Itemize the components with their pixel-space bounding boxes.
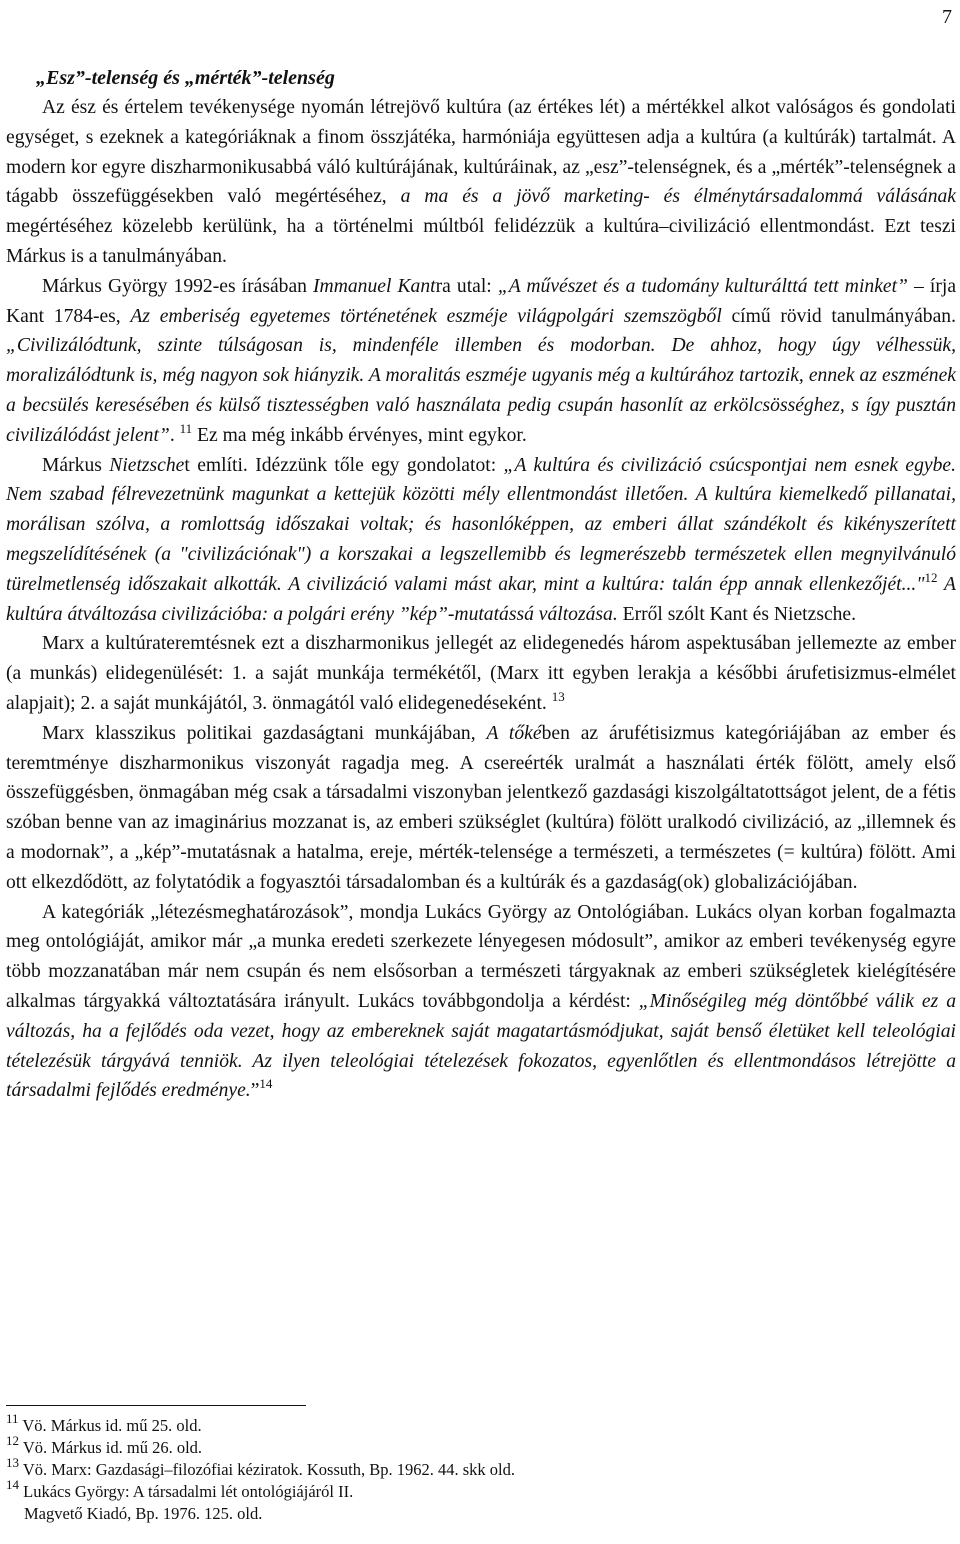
main-text: [6, 63, 956, 1106]
footnote-14: [6, 1477, 706, 1503]
footnote-number: 11: [6, 1411, 19, 1426]
text: Marx a kultúrateremtésnek ezt a diszharmonikus jellegét az elidegenedés három aspektusában jellemezte az ember (a munkás) elidegenülését: 1. a saját munkája termékétől, (Marx itt egyben lerakja a későbbi árufetisizmus-elmélet alapjait); 2. a saját munkájától, 3. önmagától való elidegenedéseként.: [6, 633, 956, 714]
footnote-11: [6, 1411, 706, 1437]
italic-title: Az emberiség egyetemes történetének eszméje világpolgári szemszögből: [130, 305, 722, 327]
footnote-ref-13[interactable]: 13: [551, 688, 565, 704]
text: t említi. Idézzünk tőle egy gondolatot:: [184, 454, 504, 476]
quote-civilization: „Civilizálódtunk, szinte túlságosan is, mindenféle illemben és modorban. De ahhoz, hogy úgy vélhessük, moralizálódtunk is, még nagyon sok hiányzik. A moralitás eszméje ugyanis még a kultúrához tartozik, ennek az eszmének a becsülés keresésében és külső tisztességben való használata pedig csupán hasonlít az erkölcsösséghez, s így pusztán civilizálódást jelent”: [6, 335, 956, 446]
footnote-12: [6, 1433, 706, 1459]
quote-lukacs: „Minőségileg még döntőbbé válik ez a változás, ha a fejlődés oda vezet, hogy az embereknek saját magatartásmódjukat, saját benső életüket kell teleológiai tételezésük tárgyává tenniök. Az ilyen teleológiai tételezések fokozatos, egyenlőtlen és ellentmondásos létrejötte a társadalmi fejlődés eredménye.: [6, 990, 956, 1102]
footnote-number: 14: [6, 1477, 19, 1492]
text: Erről szólt Kant és Nietzsche.: [617, 603, 857, 625]
text: A kategóriák „létezésmeghatározások”, mondja Lukács György az Ontológiában. Lukács olyan korban fogalmazta meg ontológiáját, amikor már „a munka eredeti szerkezete lényegesen módosult”, amikor az emberi tevékenység egyre több mozzanatában már nem csupán és nem elsősorban a természeti tárgyaknak az emberi szükségletek kielégítésére alkalmas tárgyakká változtatására irányult. Lukács továbbgondolja a kérdést:: [6, 901, 956, 1012]
paragraph-5: [6, 719, 956, 898]
italic-text: a ma és a jövő marketing- és élménytársadalommá válásának: [400, 186, 956, 208]
footnote-ref-14[interactable]: 14: [259, 1076, 273, 1092]
section-heading: „Esz”-telenség és „mérték”-telenség: [36, 67, 335, 89]
footnote-text: Lukács György: A társadalmi lét ontológiájáról II.: [23, 1482, 354, 1501]
text: Márkus György 1992-es írásában: [42, 275, 314, 297]
paragraph-2: [6, 272, 956, 451]
text: ben az árufétisizmus kategóriájában az ember és teremtménye diszharmonikus viszonyát ragadja meg. A csereérték uralmát a használati érték fölött, amely első összefüggésben, önmagában még csak a társadalmi viszonyban jelentkező gazdasági kiszolgáltatottságot jelent, de a fétis szóban benne van az imaginárius mozzanat is, az emberi szükséglet (kultúra) fölött uralkodó civilizáció, az „illemnek és a modornak”, a „kép”-mutatásnak a hatalma, ereje, mérték-telensége a természeti, a természetes (= kultúra) fölött. Ami ott elkezdődött, az folytatódik a fogyasztói társadalomban és a kultúrák és a gazdaság(ok) globalizációjában.: [6, 722, 956, 893]
text: Az ész és értelem tevékenysége nyomán létrejövő kultúra (az értékes lét) a mértékkel alkot valóságos és gondolati egységet, s ezeknek a kategóriáknak a finom összjátéka, harmóniája együttesen adja a kultúra (a kultúrák) tartalmát. A modern kor egyre diszharmonikusabbá váló kultúrájának, kultúráinak, az „esz”-telenségnek, és a „mérték”-telenségnek a tágabb összefüggésekben való megértéséhez,: [6, 97, 956, 208]
paragraph-3: [6, 451, 956, 630]
text: Márkus: [42, 454, 110, 476]
footnote-text: Vö. Márkus id. mű 26. old.: [22, 1438, 203, 1457]
footnote-divider: [6, 1405, 306, 1406]
text: című rövid tanulmányában.: [721, 305, 956, 327]
footnote-13: [6, 1455, 706, 1481]
page-number: 7: [942, 6, 952, 28]
quote-nietzsche: „A kultúra és civilizáció csúcspontjai nem esnek egybe. Nem szabad félrevezetnünk magunkat a kettejük közötti mély ellentmondást illetően. A kultúra kiemelkedő pillanatai, morálisan szólva, a romlottság időszakai voltak; és hasonlóképpen, az emberi állat szándékolt és kikényszerített megszelídítésének (a "civilizációnak") a korszakai a legszellemibb és legmerészebb természetek ellen megnyilvánuló türelmetlenség időszakait alkották. A civilizáció valami mást akar, mint a kultúra: talán épp annak ellenkezőjét...": [6, 454, 956, 595]
text: – írja Kant 1784-es,: [6, 275, 957, 327]
italic-text: A kultúra átváltozása civilizációba: a polgári erény ”kép”-mutatássá változása.: [6, 573, 956, 625]
footnote-text: Vö. Márkus id. mű 25. old.: [22, 1416, 202, 1435]
text: Ez ma még inkább érvényes, mint egykor.: [192, 424, 527, 446]
text: ”: [250, 1080, 260, 1102]
footnote-ref-12[interactable]: 12: [924, 569, 938, 585]
text: ra utal:: [435, 275, 498, 297]
quote-kant: „A művészet és a tudomány kulturálttá tett minket”: [497, 275, 908, 297]
footnote-number: 12: [6, 1433, 19, 1448]
footnote-ref-11[interactable]: 11: [179, 420, 193, 436]
text: Marx klasszikus politikai gazdaságtani munkájában,: [42, 722, 487, 744]
text: .: [169, 424, 180, 446]
italic-text: A tőké: [486, 722, 542, 744]
italic-text: Immanuel Kant: [313, 275, 436, 297]
paragraph-4: [6, 629, 956, 718]
footnotes: [6, 1411, 706, 1525]
italic-text: Nietzsche: [109, 454, 185, 476]
paragraph-1: [6, 93, 956, 272]
footnote-number: 13: [6, 1455, 19, 1470]
text: megértéséhez közelebb kerülünk, ha a történelmi múltból felidézzük a kultúra–civilizáció ellentmondást. Ezt teszi Márkus is a tanulmányában.: [6, 216, 956, 267]
paragraph-6: [6, 898, 956, 1107]
footnote-14-continuation: Magvető Kiadó, Bp. 1976. 125. old.: [24, 1504, 263, 1523]
footnote-text: Vö. Marx: Gazdasági–filozófiai kéziratok. Kossuth, Bp. 1962. 44. skk old.: [22, 1460, 515, 1479]
